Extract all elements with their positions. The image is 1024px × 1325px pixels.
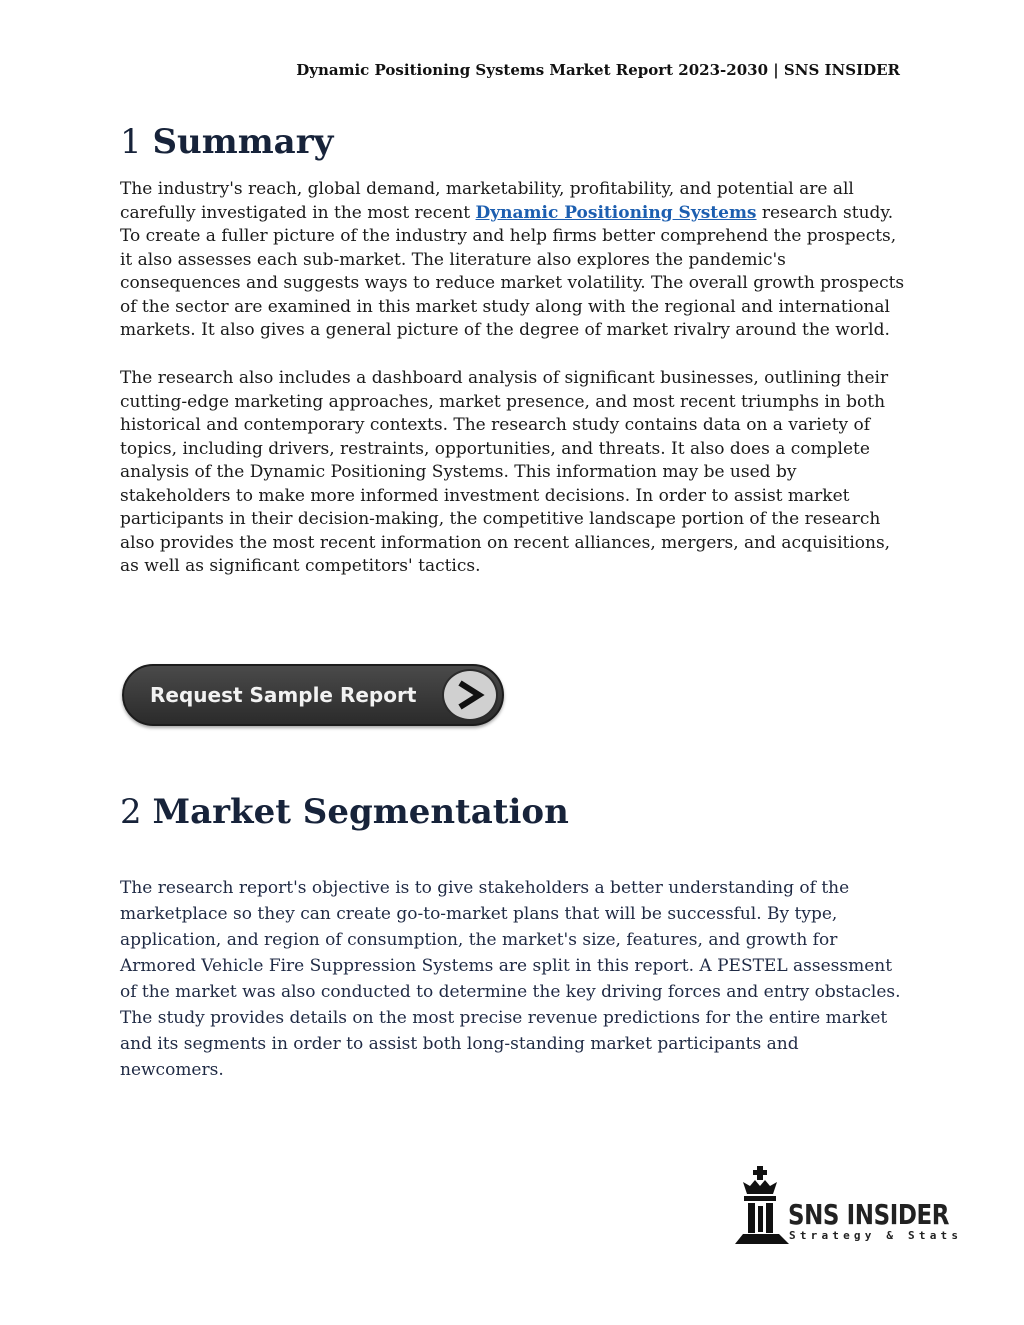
logo-brand: SNS INSIDER bbox=[788, 1198, 950, 1231]
sns-insider-logo bbox=[733, 1166, 973, 1248]
section-number: 2 bbox=[120, 792, 142, 832]
segmentation-paragraph: The research report's objective is to give stakeholders a better understanding of the marketplace so they can create go-to-market plans that will be successful. By type, application, and region of consumption, the market's size, features, and growth for Armored Vehicle Fire Suppression Systems are split in this report. A PESTEL assessment of the market was also conducted to determine the key driving forces and entry obstacles. The study provides details on the most precise revenue predictions for the entire market and its segments in order to assist both long-standing market participants and newcomers. bbox=[120, 878, 901, 1080]
request-sample-report-label: Request Sample Report bbox=[150, 683, 417, 707]
section-title: Summary bbox=[152, 122, 334, 162]
summary-text-after-link: research study. To create a fuller picture of the industry and help firms better comprehend the prospects, it also assesses each sub-market. The literature also explores the pandemic's consequences and suggests ways to reduce market volatility. The overall growth prospects of the sector are examined in this market study along with the regional and international markets. It also gives a general picture of the degree of market rivalry around the world. bbox=[120, 202, 905, 340]
section-number: 1 bbox=[120, 122, 142, 162]
request-sample-report-button[interactable] bbox=[122, 664, 504, 726]
page-header: Dynamic Positioning Systems Market Report 2023-2030 | SNS INSIDER bbox=[296, 61, 900, 79]
summary-paragraph-2: The research also includes a dashboard analysis of significant businesses, outlining their cutting-edge marketing approaches, market presence, and most recent triumphs in both historical and contemporary contexts. The research study contains data on a variety of topics, including drivers, restraints, opportunities, and threats. It also does a complete analysis of the Dynamic Positioning Systems. This information may be used by stakeholders to make more informed investment decisions. In order to assist market participants in their decision-making, the competitive landscape portion of the research also provides the most recent information on recent alliances, mergers, and acquisitions, as well as significant competitors' tactics. bbox=[120, 368, 891, 576]
logo-tagline: Strategy & Stats bbox=[789, 1229, 963, 1242]
chess-king-icon bbox=[733, 1166, 789, 1246]
market-segmentation-heading bbox=[120, 792, 569, 832]
summary-text-before-link: The industry's reach, global demand, marketability, profitability, and potential are all carefully investigated in the most recent bbox=[120, 179, 854, 223]
summary-heading bbox=[120, 122, 333, 162]
dynamic-positioning-systems-link[interactable]: Dynamic Positioning Systems bbox=[475, 202, 757, 223]
section-title: Market Segmentation bbox=[152, 792, 569, 832]
chevron-right-icon bbox=[442, 669, 498, 721]
summary-paragraph-1 bbox=[120, 178, 905, 343]
